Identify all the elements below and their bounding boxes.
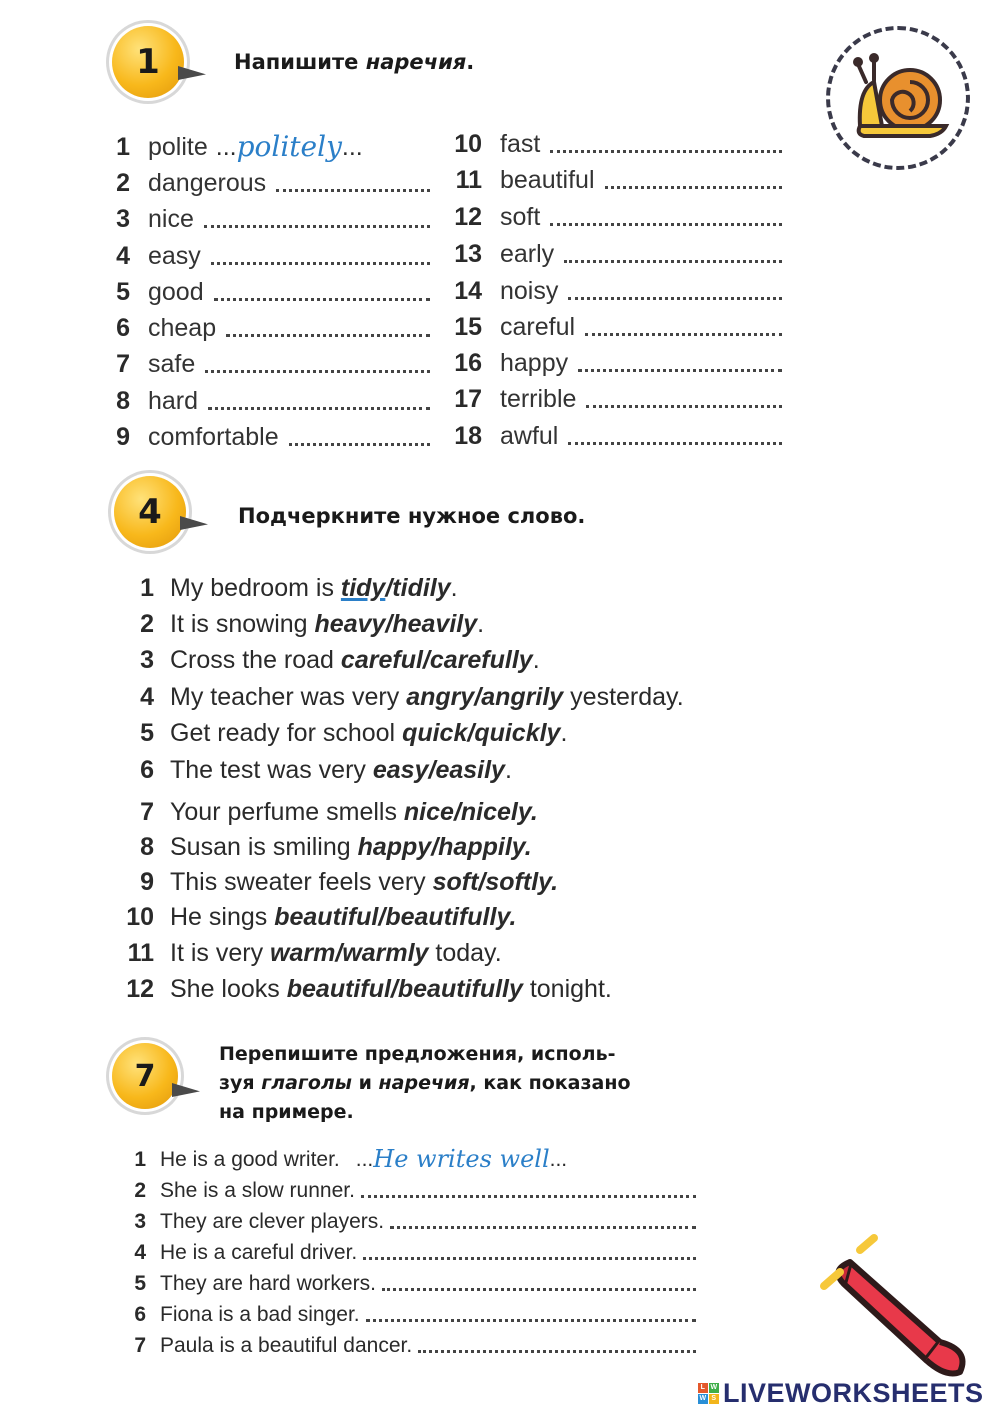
ex4-item-10: 10 He sings beautiful/beautifully. (126, 903, 517, 931)
ex4-option-b[interactable]: happily (438, 833, 525, 861)
exercise-7-badge (112, 1043, 178, 1109)
ex4-option-a[interactable]: beautiful (274, 903, 379, 931)
ex4-item-4: 4 My teacher was very angry/angrily yesterday. (140, 683, 684, 711)
exercise-4-number: 4 (138, 492, 162, 532)
ex1-answer-blank[interactable] (568, 273, 782, 300)
ex1-answer-blank[interactable] (568, 418, 782, 445)
ex1-answer-blank[interactable] (226, 310, 430, 337)
ex4-option-b[interactable]: nicely (460, 798, 531, 826)
ex7-item-5: 5 They are hard workers. (112, 1268, 696, 1299)
ex7-item-1: 1 He is a good writer. ... He writes well ... (134, 1145, 568, 1173)
ex7-item-6: 6 Fiona is a bad singer. (112, 1299, 696, 1330)
ex4-option-a[interactable]: warm (270, 939, 336, 967)
ex4-option-b[interactable]: easily (435, 756, 505, 784)
ex1-answer-blank[interactable] (276, 165, 430, 192)
ex7-item-3: 3 They are clever players. (112, 1206, 696, 1237)
ex4-option-b[interactable]: quickly (474, 719, 561, 747)
ex4-option-a[interactable]: angry (406, 683, 475, 711)
ex1-answer-blank[interactable] (586, 381, 782, 408)
ex1-answer-blank[interactable] (289, 419, 430, 446)
ex1-item-16: 16 happy (442, 345, 782, 381)
exercise-4-badge (114, 476, 186, 548)
ex7-answer-blank[interactable] (366, 1299, 696, 1322)
ex7-answer-blank[interactable] (390, 1206, 696, 1229)
ex1-answer-1[interactable]: politely (236, 130, 342, 163)
ex1-item-7: 7 safe (90, 346, 430, 382)
ex4-option-b[interactable]: softly (485, 868, 552, 896)
ex4-item-12: 12 She looks beautiful/beautifully tonight. (126, 975, 612, 1003)
ex4-option-b[interactable]: beautifully (397, 975, 523, 1003)
ex1-item-3: 3 nice (90, 201, 430, 237)
ex1-item-14: 14 noisy (442, 273, 782, 309)
ex7-item-2: 2 She is a slow runner. (112, 1175, 696, 1206)
ex7-answer-blank[interactable] (382, 1268, 696, 1291)
ex4-item-7: 7 Your perfume smells nice/nicely. (140, 798, 538, 826)
ex7-item-4: 4 He is a careful driver. (112, 1237, 696, 1268)
ex4-option-a[interactable]: beautiful (286, 975, 391, 1003)
ex1-answer-blank[interactable] (550, 126, 782, 153)
ex1-answer-blank[interactable] (605, 162, 782, 189)
ex1-item-4: 4 easy (90, 238, 430, 274)
ex1-answer-blank[interactable] (214, 274, 430, 301)
ex1-item-13: 13 early (442, 236, 782, 272)
exercise-1-number: 1 (136, 42, 160, 82)
ex4-option-a[interactable]: careful (340, 646, 423, 674)
ex4-option-a[interactable]: easy (372, 756, 429, 784)
ex1-answer-blank[interactable] (550, 199, 782, 226)
ex4-item-6: 6 The test was very easy/easily. (140, 756, 512, 784)
ex7-answer-blank[interactable] (361, 1175, 696, 1198)
ex1-item-17: 17 terrible (442, 381, 782, 417)
ex1-item-8: 8 hard (90, 383, 430, 419)
megaphone-icon[interactable] (820, 1232, 984, 1382)
ex1-answer-blank[interactable] (585, 309, 782, 336)
ex1-answer-blank[interactable] (564, 236, 782, 263)
ex7-answer-1[interactable]: He writes well (373, 1145, 550, 1173)
ex4-option-b[interactable]: beautifully (385, 903, 510, 931)
ex1-answer-blank[interactable] (211, 238, 430, 265)
ex1-item-9: 9 comfortable (90, 419, 430, 455)
ex4-option-b[interactable]: tidily (392, 574, 451, 602)
ex1-answer-blank[interactable] (208, 383, 430, 410)
exercise-4-heading: Подчеркните нужное слово. (238, 504, 586, 528)
ex7-item-7: 7 Paula is a beautiful dancer. (112, 1330, 696, 1361)
liveworksheets-watermark[interactable]: L W W S LIVEWORKSHEETS (699, 1378, 984, 1408)
ex4-option-b[interactable]: heavily (392, 610, 478, 638)
ex4-option-a[interactable]: happy (357, 833, 432, 861)
ex4-item-9: 9 This sweater feels very soft/softly. (140, 868, 559, 896)
ex1-item-12: 12 soft (442, 199, 782, 235)
ex4-option-a[interactable]: quick (402, 719, 468, 747)
ex4-item-11: 11 It is very warm/warmly today. (127, 939, 502, 967)
ex4-option-a[interactable]: tidy (340, 574, 386, 602)
liveworksheets-logo: L W W S (699, 1384, 718, 1402)
ex4-option-b[interactable]: warmly (342, 939, 429, 967)
ex7-answer-blank[interactable] (363, 1237, 696, 1260)
exercise-1-heading: Напишите наречия. (234, 50, 475, 74)
exercise-7-heading: Перепишите предложения, исполь- зуя глаголы и наречия, как показано на примере. (219, 1043, 631, 1123)
snail-badge[interactable] (826, 26, 970, 170)
ex4-option-a[interactable]: nice (403, 798, 454, 826)
ex1-item-2: 2 dangerous (90, 165, 430, 201)
ex1-item-11: 11 beautiful (442, 162, 782, 198)
ex4-option-b[interactable]: carefully (429, 646, 533, 674)
ex4-item-2: 2 It is snowing heavy/heavily. (140, 610, 485, 638)
ex4-option-a[interactable]: heavy (314, 610, 386, 638)
exercise-1-badge (112, 26, 184, 98)
ex7-answer-blank[interactable] (418, 1330, 696, 1353)
ex1-answer-blank[interactable] (205, 346, 430, 373)
ex4-option-a[interactable]: soft (432, 868, 479, 896)
ex1-item-15: 15 careful (442, 309, 782, 345)
ex1-item-5: 5 good (90, 274, 430, 310)
ex4-item-8: 8 Susan is smiling happy/happily. (140, 833, 532, 861)
ex1-item-18: 18 awful (442, 418, 782, 454)
ex4-item-5: 5 Get ready for school quick/quickly. (140, 719, 568, 747)
snail-icon (830, 30, 966, 166)
ex1-answer-blank[interactable] (204, 201, 430, 228)
ex4-item-1: 1 My bedroom is tidy/tidily. (140, 574, 458, 602)
ex1-item-1: 1 polite ... politely ... (116, 130, 363, 163)
ex1-answer-blank[interactable] (578, 345, 782, 372)
ex4-option-b[interactable]: angrily (481, 683, 564, 711)
exercise-7-number: 7 (134, 1058, 156, 1094)
ex1-item-6: 6 cheap (90, 310, 430, 346)
ex4-item-3: 3 Cross the road careful/carefully. (140, 646, 540, 674)
ex1-item-10: 10 fast (442, 126, 782, 162)
